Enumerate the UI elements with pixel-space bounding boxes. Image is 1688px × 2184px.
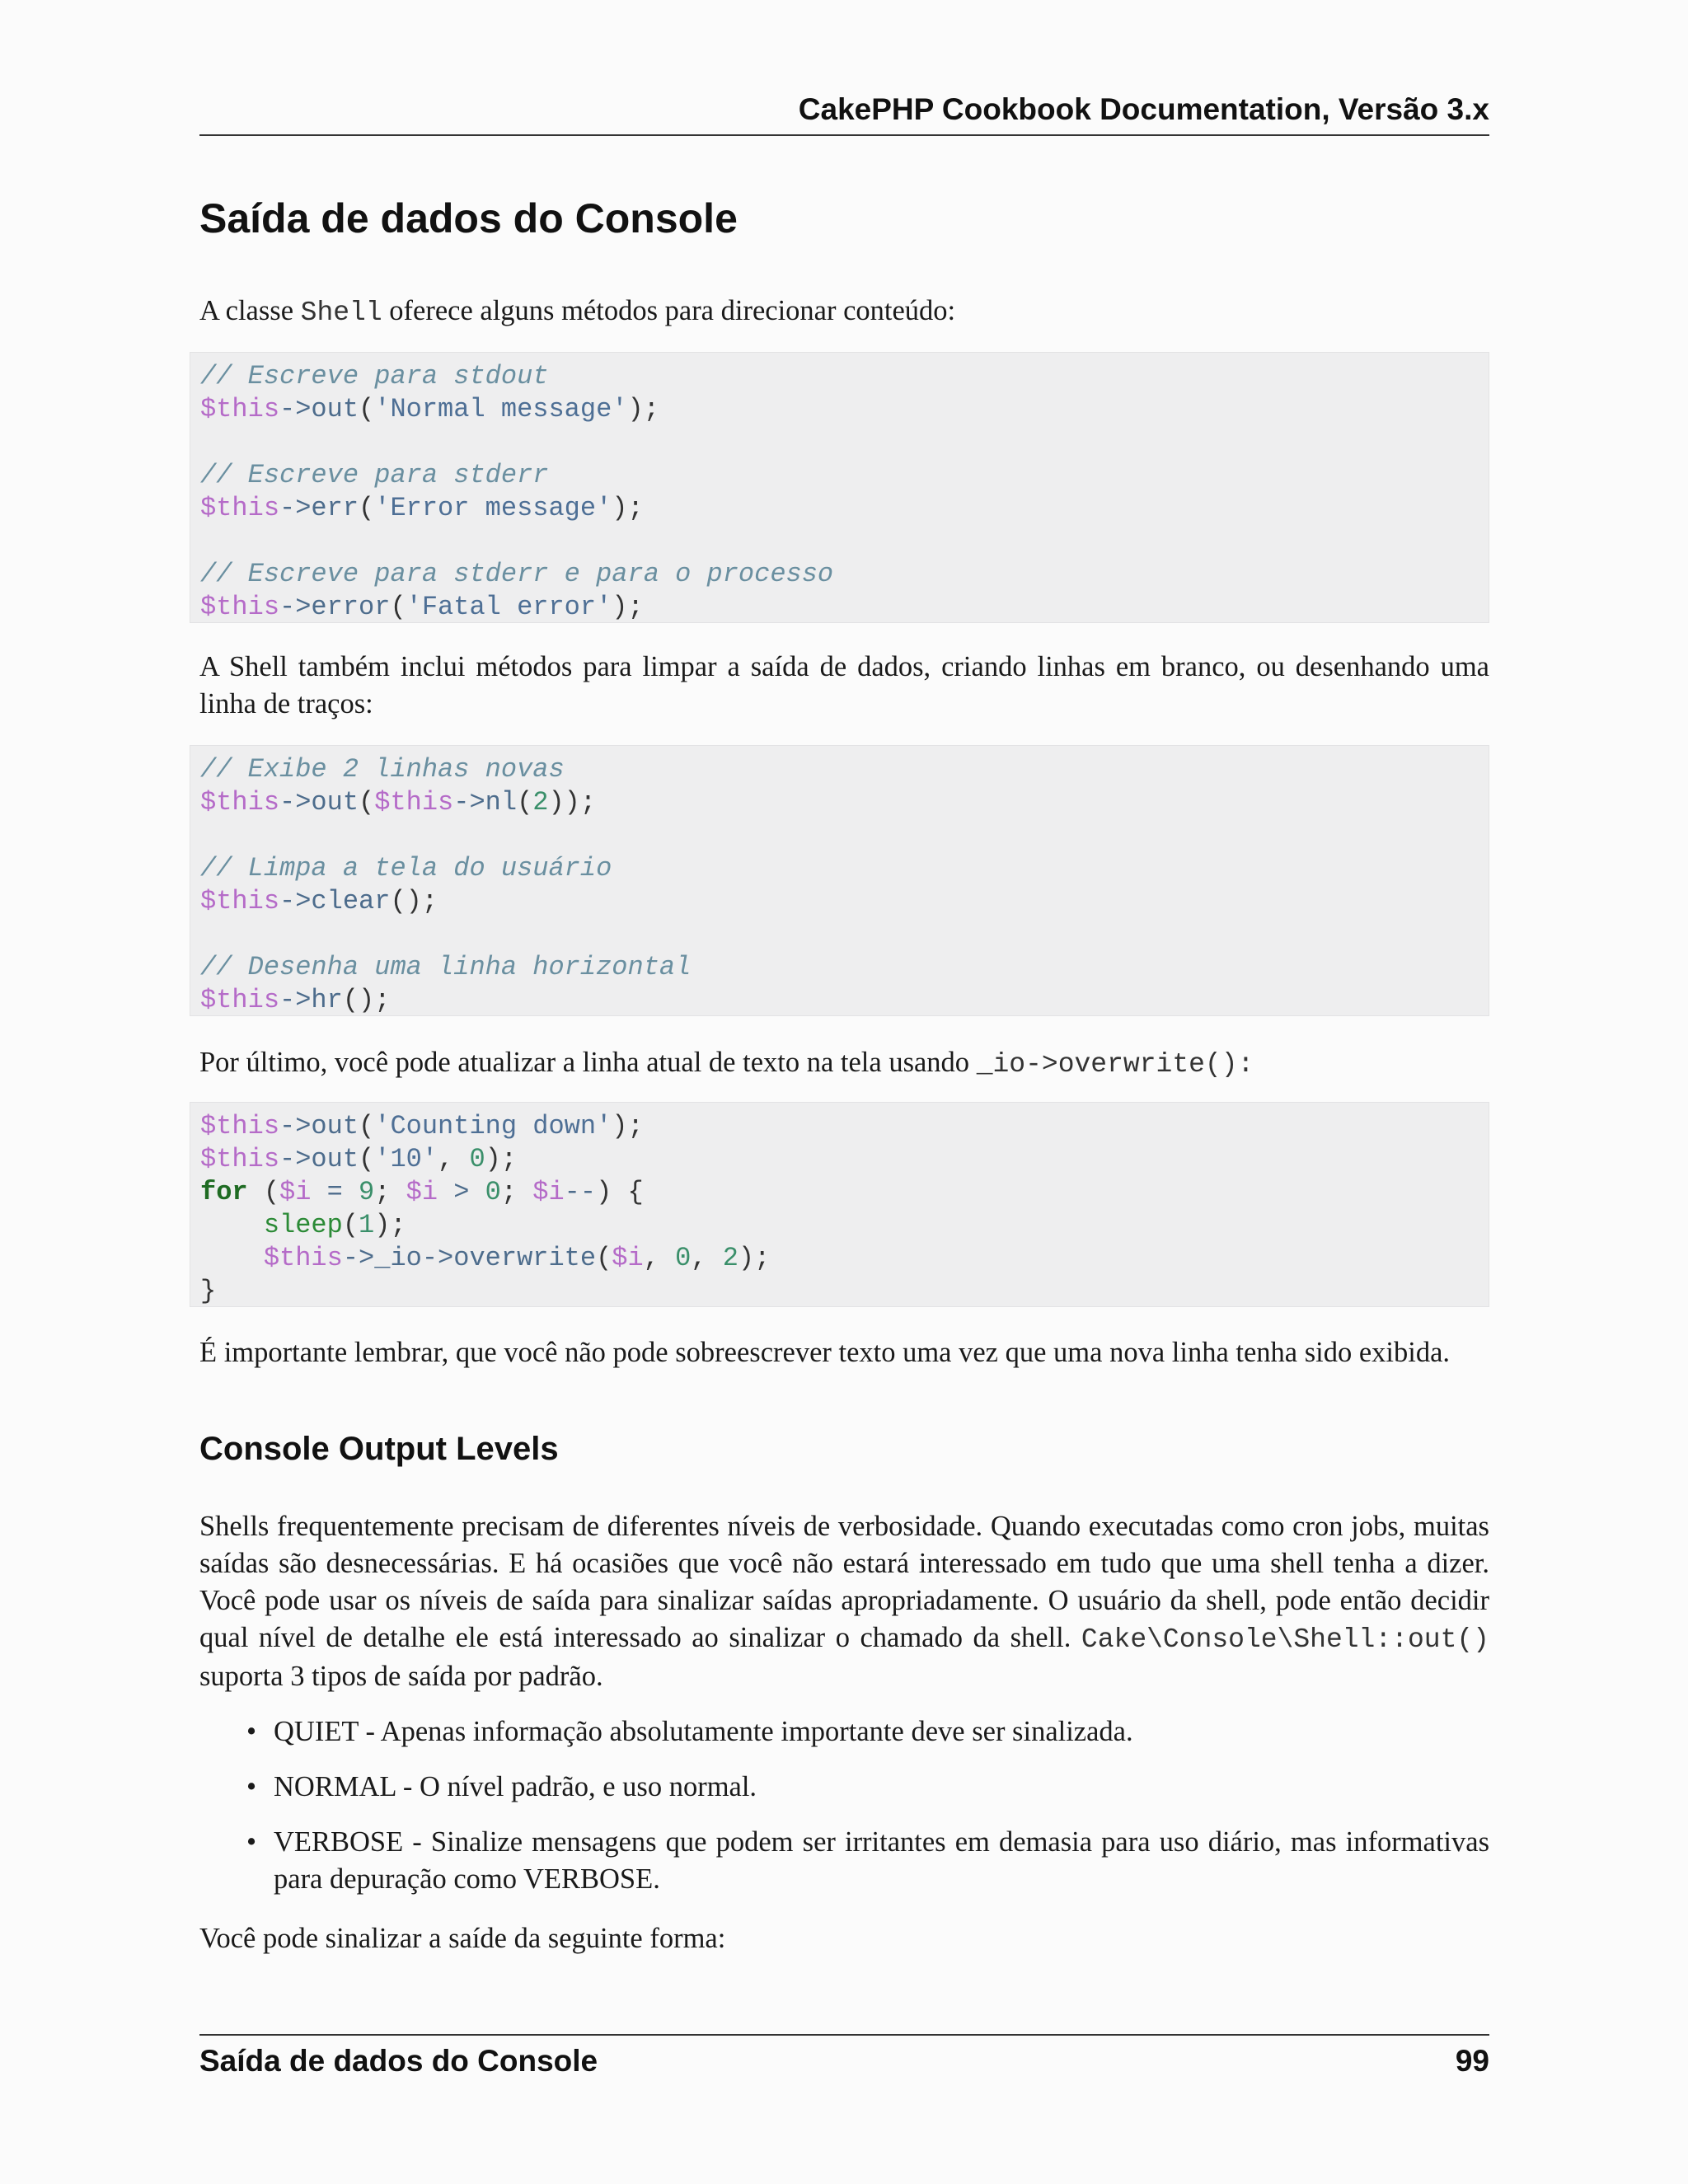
code-block-clear: // Exibe 2 linhas novas $this->out($this->nl(2)); // Limpa a tela do usuário $this->clear(); // Desenha uma linha horizontal $this->hr(); <box>190 745 1489 1016</box>
list-item: • VERBOSE - Sinalize mensagens que podem ser irritantes em demasia para uso diário, mas informativas para depuração como VERBOSE. <box>246 1826 1489 1895</box>
list-item-text: VERBOSE - Sinalize mensagens que podem ser irritantes em demasia para uso diário, mas informativas para depuração como VERBOSE. <box>274 1826 1489 1895</box>
footer-section-title: Saída de dados do Console <box>199 2044 598 2078</box>
code-var: $this <box>263 1243 343 1273</box>
code-string: 'Fatal error' <box>406 592 612 622</box>
code-method: ->hr <box>279 985 343 1015</box>
running-header: CakePHP Cookbook Documentation, Versão 3.x <box>798 92 1489 126</box>
code-var: $this <box>200 886 280 916</box>
code-comment: // Desenha uma linha horizontal <box>200 952 692 982</box>
output-levels-paragraph <box>199 1508 1489 1695</box>
code-comment: // Escreve para stderr e para o processo <box>200 559 834 589</box>
code-var: $i <box>406 1177 438 1207</box>
code-number: 1 <box>359 1210 375 1240</box>
intro-text: A classe <box>199 295 301 326</box>
inline-code-overwrite: _io->overwrite(): <box>976 1049 1254 1080</box>
code-comment: // Escreve para stderr <box>200 460 549 490</box>
footer-rule <box>199 2034 1489 2036</box>
code-comment: // Limpa a tela do usuário <box>200 853 612 883</box>
code-keyword: for <box>200 1177 248 1207</box>
section-title: Saída de dados do Console <box>199 195 738 241</box>
code-comment: // Escreve para stdout <box>200 361 549 391</box>
overwrite-paragraph <box>199 1044 1489 1083</box>
code-method: ->overwrite <box>421 1243 597 1273</box>
header-rule <box>199 134 1489 136</box>
intro-text-end: oferece alguns métodos para direcionar conteúdo: <box>382 295 956 326</box>
code-string: 'Error message' <box>374 493 612 523</box>
overwrite-text: Por último, você pode atualizar a linha atual de texto na tela usando <box>199 1047 977 1078</box>
code-method: ->out <box>279 394 359 424</box>
list-item-text: QUIET - Apenas informação absolutamente importante deve ser sinalizada. <box>274 1716 1133 1747</box>
code-var: $this <box>200 592 280 622</box>
code-number: 0 <box>675 1243 692 1273</box>
code-method: ->out <box>279 787 359 818</box>
code-number: 9 <box>359 1177 375 1207</box>
document-page <box>199 0 1489 2184</box>
code-var: $this <box>200 1111 280 1141</box>
page-number: 99 <box>1455 2044 1489 2078</box>
code-var: $this <box>200 493 280 523</box>
code-number: 0 <box>469 1144 485 1174</box>
code-number: 2 <box>532 787 549 818</box>
code-method: ->nl <box>453 787 518 818</box>
closing-paragraph: Você pode sinalizar a saíde da seguinte forma: <box>199 1923 726 1954</box>
overwrite-note-paragraph: É importante lembrar, que você não pode sobreescrever texto uma vez que uma nova linha tenha sido exibida. <box>199 1337 1451 1368</box>
code-method: ->error <box>279 592 391 622</box>
list-item: • QUIET - Apenas informação absolutamente importante deve ser sinalizada. <box>246 1716 1133 1747</box>
output-levels-list <box>199 1713 1489 1916</box>
inline-code-shell: Shell <box>300 298 382 328</box>
code-string: 'Normal message' <box>374 394 628 424</box>
subsection-title: Console Output Levels <box>199 1431 559 1467</box>
list-item-text: NORMAL - O nível padrão, e uso normal. <box>274 1771 757 1802</box>
code-var: $this <box>200 787 280 818</box>
code-builtin: sleep <box>263 1210 343 1240</box>
code-method: ->clear <box>279 886 391 916</box>
code-method: ->err <box>279 493 359 523</box>
code-var: $this <box>374 787 454 818</box>
output-levels-text-end: suporta 3 tipos de saída por padrão. <box>199 1661 603 1692</box>
list-item: • NORMAL - O nível padrão, e uso normal. <box>246 1771 757 1802</box>
clear-methods-paragraph: A Shell também inclui métodos para limpar a saída de dados, criando linhas em branco, ou desenhando uma linha de traços: <box>199 651 1489 719</box>
code-var: $i <box>612 1243 644 1273</box>
code-method: ->out <box>279 1144 359 1174</box>
code-var: $i <box>532 1177 565 1207</box>
output-levels-text: Shells frequentemente precisam de diferentes níveis de verbosidade. Quando executadas como cron jobs, muitas saídas são desnecessárias. E há ocasiões que você não estará interessado em tudo que uma shell tenha a dizer. Você pode usar os níveis de saída para sinalizar saídas apropriadamente. O usuário da shell, pode então decidir qual nível de detalhe ele está interessado ao sinalizar o chamado da shell. <box>199 1511 1489 1653</box>
code-string: '10' <box>374 1144 438 1174</box>
code-method: ->out <box>279 1111 359 1141</box>
code-number: 2 <box>722 1243 738 1273</box>
code-block-output: // Escreve para stdout $this->out('Normal message'); // Escreve para stderr $this->err('Error message'); // Escreve para stderr e para o processo $this->error('Fatal error'); <box>190 352 1489 623</box>
code-property: ->_io <box>342 1243 422 1273</box>
code-var: $this <box>200 985 280 1015</box>
code-number: 0 <box>485 1177 501 1207</box>
code-var: $this <box>200 1144 280 1174</box>
code-var: $this <box>200 394 280 424</box>
code-comment: // Exibe 2 linhas novas <box>200 754 565 785</box>
code-var: $i <box>279 1177 312 1207</box>
inline-code-shell-out: Cake\Console\Shell::out() <box>1081 1624 1489 1655</box>
intro-paragraph <box>199 293 1489 331</box>
code-block-overwrite: $this->out('Counting down'); $this->out('10', 0); for ($i = 9; $i > 0; $i--) { sleep(1); $this->_io->overwrite($i, 0, 2); } <box>190 1102 1489 1307</box>
code-string: 'Counting down' <box>374 1111 612 1141</box>
